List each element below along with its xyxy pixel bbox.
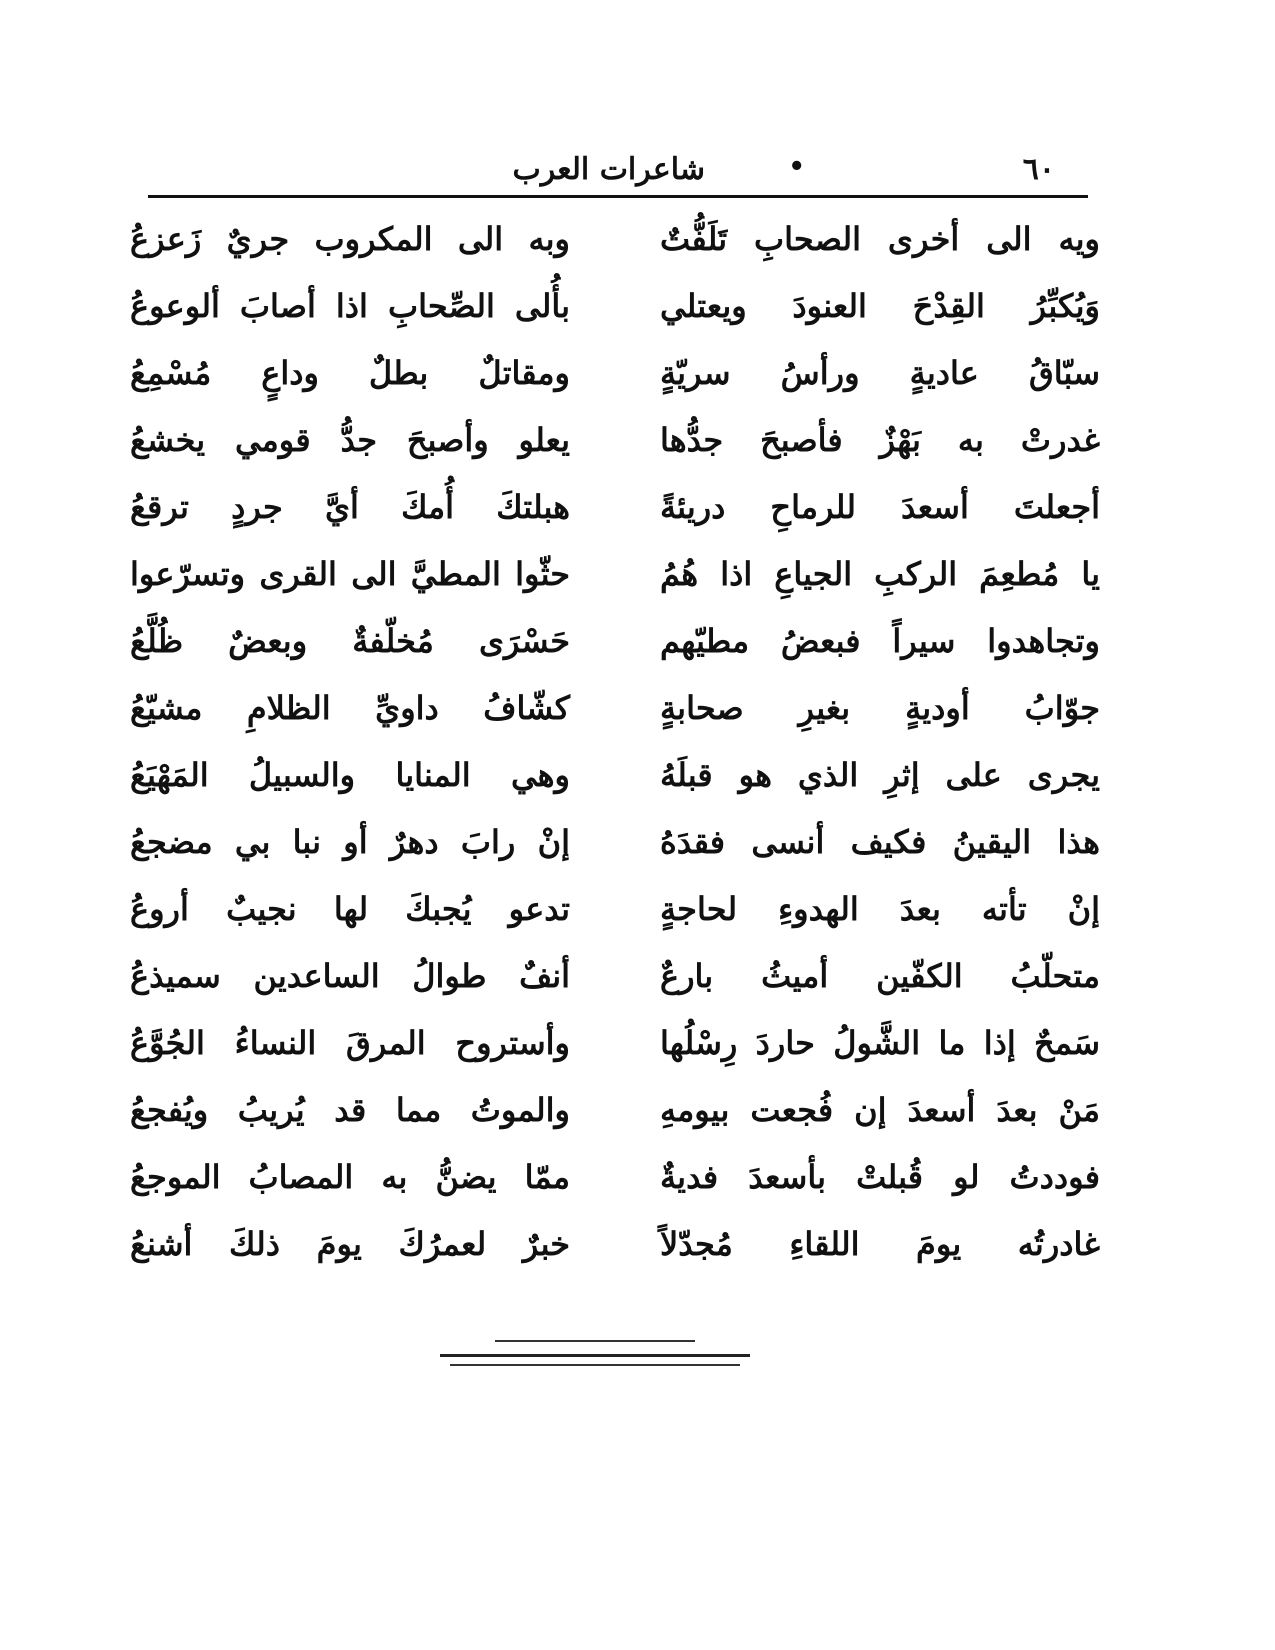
end-rule xyxy=(495,1340,695,1342)
verse xyxy=(130,272,1100,339)
verse xyxy=(130,406,1100,473)
verse xyxy=(130,540,1100,607)
verse-second-hemistich: وبه الى المكروب جريٌ زَعزعُ xyxy=(130,219,570,258)
verse-second-hemistich: بأُلى الصِّحابِ اذا أصابَ ألوعوعُ xyxy=(130,286,570,325)
verse-second-hemistich: وأستروح المرقَ النساءُ الجُوَّعُ xyxy=(130,1023,570,1062)
header-ornament: • xyxy=(788,152,805,182)
verse-second-hemistich: يعلو وأصبحَ جدُّ قومي يخشعُ xyxy=(130,420,570,459)
verse xyxy=(130,1210,1100,1277)
verse-first-hemistich: أجعلتَ أسعدَ للرماحِ دريئةً xyxy=(660,487,1100,526)
verse-first-hemistich: مَنْ بعدَ أسعدَ إن فُجعت بيومهِ xyxy=(660,1090,1100,1129)
page-number: ٦٠ xyxy=(1022,152,1055,187)
verse-second-hemistich: حثّوا المطيَّ الى القرى وتسرّعوا xyxy=(130,554,570,593)
verse-first-hemistich: غادرتُه يومَ اللقاءِ مُجدّلاً xyxy=(660,1224,1100,1263)
verse-first-hemistich: غدرتْ به بَهْزٌ فأصبحَ جدُّها xyxy=(660,420,1100,459)
running-title: شاعرات العرب xyxy=(512,152,705,187)
end-rule xyxy=(450,1364,740,1366)
verse xyxy=(130,808,1100,875)
verse xyxy=(130,875,1100,942)
verse xyxy=(130,607,1100,674)
verse-second-hemistich: كشّافُ داويِّ الظلامِ مشيّعُ xyxy=(130,688,570,727)
verse xyxy=(130,473,1100,540)
verse xyxy=(130,741,1100,808)
verse-second-hemistich: إنْ رابَ دهرٌ أو نبا بي مضجعُ xyxy=(130,822,570,861)
verse xyxy=(130,205,1100,272)
verse xyxy=(130,674,1100,741)
verse xyxy=(130,942,1100,1009)
verse-first-hemistich: هذا اليقينُ فكيف أنسى فقدَهُ xyxy=(660,822,1100,861)
poem-body xyxy=(130,205,1100,1277)
verse-second-hemistich: وهي المنايا والسبيلُ المَهْيَعُ xyxy=(130,755,570,794)
verse-second-hemistich: ممّا يضنُّ به المصابُ الموجعُ xyxy=(130,1157,570,1196)
header-rule xyxy=(148,195,1088,198)
end-rule xyxy=(440,1354,750,1357)
end-ornament-rules xyxy=(440,1340,750,1380)
verse-first-hemistich: سبّاقُ عاديةٍ ورأسُ سريّةٍ xyxy=(660,353,1100,392)
verse-first-hemistich: ويه الى أخرى الصحابِ تَلَفُّتٌ xyxy=(660,219,1100,258)
verse xyxy=(130,1143,1100,1210)
verse-first-hemistich: يجرى على إثرِ الذي هو قبلَهُ xyxy=(660,755,1100,794)
verse-second-hemistich: تدعو يُجبكَ لها نجيبٌ أروعُ xyxy=(130,889,570,928)
verse-first-hemistich: سَمحٌ إذا ما الشَّولُ حاردَ رِسْلُها xyxy=(660,1023,1100,1062)
verse-first-hemistich: فوددتُ لو قُبلتْ بأسعدَ فديةٌ xyxy=(660,1157,1100,1196)
verse xyxy=(130,339,1100,406)
verse-first-hemistich: إنْ تأته بعدَ الهدوءِ لحاجةٍ xyxy=(660,889,1100,928)
verse-second-hemistich: أنفٌ طوالُ الساعدين سميذعُ xyxy=(130,956,570,995)
page-header xyxy=(150,152,1095,192)
verse xyxy=(130,1009,1100,1076)
verse-first-hemistich: جوّابُ أوديةٍ بغيرِ صحابةٍ xyxy=(660,688,1100,727)
verse-second-hemistich: والموتُ مما قد يُريبُ ويُفجعُ xyxy=(130,1090,570,1129)
verse-first-hemistich: متحلّبُ الكفّين أميثُ بارعٌ xyxy=(660,956,1100,995)
verse-second-hemistich: حَسْرَى مُخلّفةٌ وبعضٌ ظُلَّعُ xyxy=(130,621,570,660)
verse-second-hemistich: خبرٌ لعمرُكَ يومَ ذلكَ أشنعُ xyxy=(130,1224,570,1263)
verse-first-hemistich: يا مُطعِمَ الركبِ الجياعِ اذا هُمُ xyxy=(660,554,1100,593)
verse xyxy=(130,1076,1100,1143)
verse-first-hemistich: وتجاهدوا سيراً فبعضُ مطيّهم xyxy=(660,621,1100,660)
verse-first-hemistich: وَيُكبِّرُ القِدْحَ العنودَ ويعتلي xyxy=(660,286,1100,325)
verse-second-hemistich: ومقاتلٌ بطلٌ وداعٍ مُسْمِعُ xyxy=(130,353,570,392)
verse-second-hemistich: هبلتكَ أُمكَ أيَّ جردٍ ترقعُ xyxy=(130,487,570,526)
